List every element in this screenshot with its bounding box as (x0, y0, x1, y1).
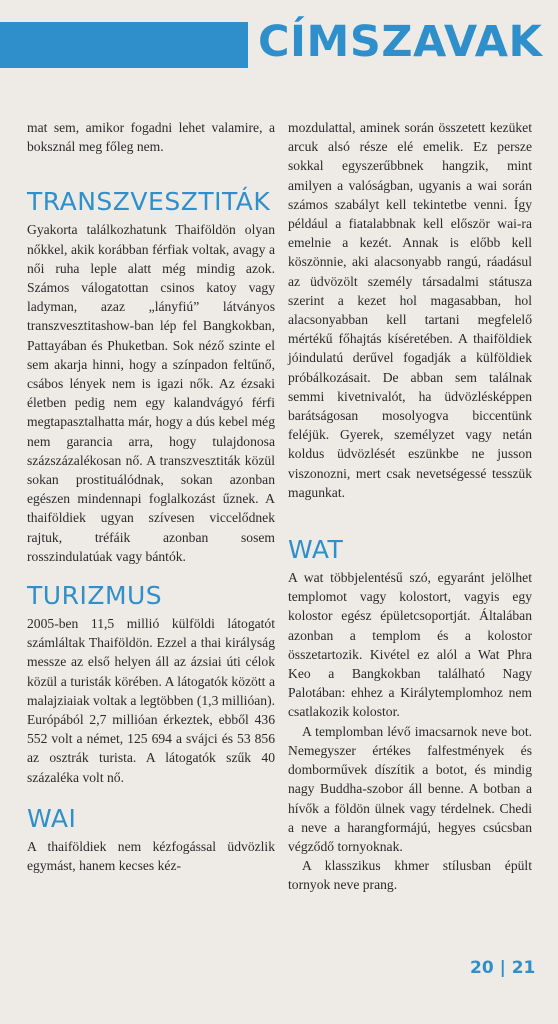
wai-continuation-paragraph: mozdulattal, aminek során összetett kezüket arcuk alsó része elé emelik. Ez persze sokkal egyszerűbbnek hangzik, mint amilyen a valóságban, ugyanis a wai során számos szabályt kell tekintetbe venni. Így például a fiatalabbnak kell először wai-ra emelnie a kezét. Annak is előbb kell köszönnie, aki alacsonyabb rangú, ráadásul az üdvözölt személy társadalmi státusza szerint a kezet hol magasabban, hol alacsonyabban kell tartani megfelelő mértékű főhajtás kíséretében. A thaiföldiek jóindulatú derűvel fogadják a külföldiek próbálkozásait. De abban sem találnak semmi kivetnivalót, ha üdvözlésképpen barátságosan mosolyogva biccentünk feléjük. Gyerek, személyzet vagy netán koldus üdvözlését eszünkbe ne jusson viszonozni, mert csak nevetségessé tesszük magunkat. (288, 120, 532, 500)
heading-turizmus: TURIZMUS (27, 581, 163, 611)
intro-paragraph: mat sem, amikor fogadni lehet valamire, a boksznál meg főleg nem. (27, 120, 275, 155)
wai-paragraph: A thaiföldiek nem kézfogással üdvözlik egymást, hanem kecses kéz- (27, 838, 275, 874)
wat-paragraph-3: A klasszikus khmer stílusban épült tornyok neve prang. (288, 858, 532, 893)
page-numbers: 20 | 21 (470, 958, 536, 978)
wat-paragraph-1: A wat többjelentésű szó, egyaránt jelölhet templomot vagy kolostort, vagyis egy kolostor egész épületcsoportját. Általában azonban a templom és a kolostor összetartozik. Kivétel ez alól a Wat Phra Keo a Bangkokban található Nagy Palotában: ehhez a Királytemplomhoz nem csatlakozik kolostor. (288, 570, 532, 720)
left-column (27, 118, 275, 875)
heading-wat: WAT (288, 535, 344, 565)
header-color-band (0, 22, 248, 68)
right-column (288, 118, 532, 895)
heading-wai: WAI (27, 803, 77, 833)
section-title: CÍMSZAVAK (258, 17, 543, 67)
heading-transzvesztitak: TRANSZVESZTITÁK (27, 187, 271, 217)
transzvesztitak-paragraph: Gyakorta találkozhatunk Thaiföldön olyan nőkkel, akik korábban férfiak voltak, avagy a női ruha leple alatt még mindig azok. Számos válogatottan csinos katoy vagy ladyman, azaz „lányfiú” látványos transzvesztitashow-ban lép fel Bangkokban, Pattayában és Phuketban. Sok néző szinte el sem akarja hinni, hogy a színpadon feltűnő, csábos lények nem is igazi nők. Az ézsaki életben pedig nem egy kalandvágyó férfi megtapasztalhatta már, hogy a dús kebel még nem garancia arra, hogy tulajdonosa százszázalékosan nő. A transzvesztiták közül sokan prostituálódnak, sokan azonban egészen mindennapi foglalkozást űznek. A thaiföldiek ugyan szívesen viccelődnek rajtuk, tréfáik azonban sosem rosszindulatúak vagy bántók. (27, 222, 275, 564)
wat-paragraph-2: A templomban lévő imacsarnok neve bot. Nemegyszer értékes falfestmények és domborművek díszítik a botot, és mindig nagy Buddha-szobor áll benne. A botban a hívők a földön ülnek vagy térdelnek. Chedi a neve a harangformájú, hegyes csúcsban végződő tornyoknak. (288, 723, 532, 854)
turizmus-paragraph: 2005-ben 11,5 millió külföldi látogatót számláltak Thaiföldön. Ezzel a thai királyság messze az első helyen áll az ázsiai úti célok közül a turisták körében. A látogatók között a malajziaiak voltak a legtöbben (1,3 millióan). Európából 2,7 millióan érkeztek, ebből 436 552 volt a német, 125 694 a svájci és 53 856 az osztrák turista. A látogatók szűk 40 százaléka volt nő. (27, 616, 276, 785)
